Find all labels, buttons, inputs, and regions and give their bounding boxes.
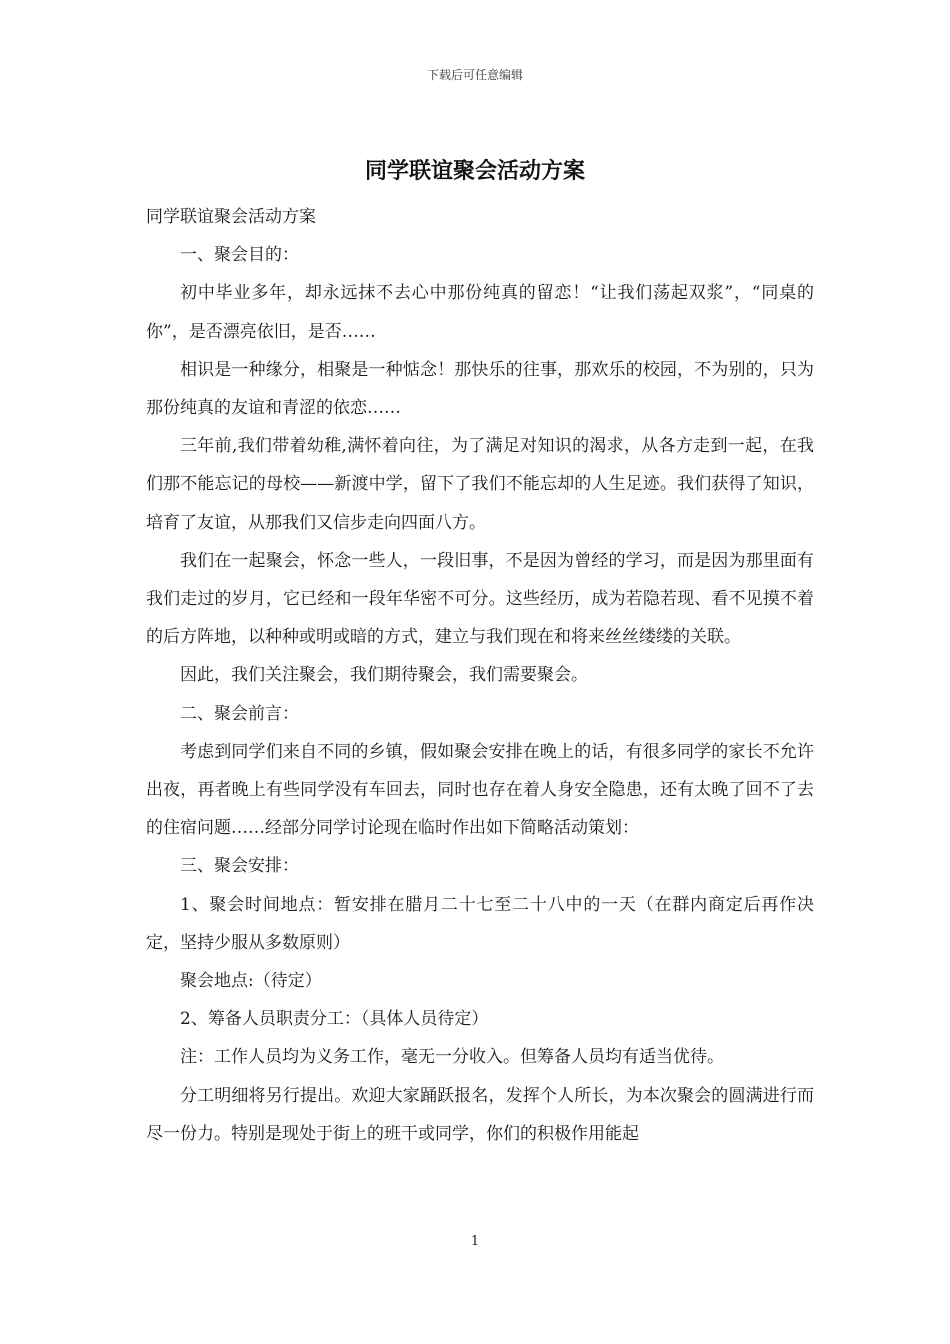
paragraph: 三年前,我们带着幼稚,满怀着向往，为了满足对知识的渴求，从各方走到一起，在我们那不能忘记的母校——新渡中学，留下了我们不能忘却的人生足迹。我们获得了知识，培育了友谊，从那我们又信步走向四面八方。 (146, 436, 814, 533)
document-body (146, 198, 814, 1153)
document-title: 同学联谊聚会活动方案 (364, 158, 585, 184)
section-heading-purpose: 一、聚会目的： (180, 245, 299, 266)
paragraph: 初中毕业多年，却永远抹不去心中那份纯真的留恋！“让我们荡起双浆”，“同桌的你”，是否漂亮依旧，是否…… (146, 283, 814, 342)
page-number: 1 (470, 1234, 480, 1249)
page-header-note: 下载后可任意编辑 (426, 68, 523, 82)
paragraph: 聚会地点:（待定） (180, 971, 322, 992)
paragraph-subtitle: 同学联谊聚会活动方案 (146, 207, 316, 227)
paragraph: 相识是一种缘分，相聚是一种惦念！那快乐的往事，那欢乐的校园，不为别的，只为那份纯真的友谊和青涩的依恋…… (146, 359, 814, 419)
paragraph: 因此，我们关注聚会，我们期待聚会，我们需要聚会。 (180, 665, 588, 686)
section-heading-preface: 二、聚会前言： (180, 703, 299, 724)
paragraph: 考虑到同学们来自不同的乡镇，假如聚会安排在晚上的话，有很多同学的家长不允许出夜，再者晚上有些同学没有车回去，同时也存在着人身安全隐患，还有太晚了回不了去的住宿问题……经部分同学讨论现在临时作出如下简略活动策划： (146, 741, 814, 839)
section-heading-arrangement: 三、聚会安排： (180, 856, 299, 877)
paragraph: 分工明细将另行提出。欢迎大家踊跃报名，发挥个人所长，为本次聚会的圆满进行而尽一份力。特别是现处于街上的班干或同学，你们的积极作用能起 (146, 1085, 814, 1144)
paragraph: 注：工作人员均为义务工作，毫无一分收入。但筹备人员均有适当优待。 (180, 1047, 724, 1068)
paragraph: 1、聚会时间地点：暂安排在腊月二十七至二十八中的一天（在群内商定后再作决定，坚持少服从多数原则） (146, 894, 814, 953)
paragraph: 我们在一起聚会，怀念一些人，一段旧事，不是因为曾经的学习，而是因为那里面有我们走过的岁月，它已经和一段年华密不可分。这些经历，成为若隐若现、看不见摸不着的后方阵地，以种种或明或暗的方式，建立与我们现在和将来丝丝缕缕的关联。 (146, 550, 814, 648)
paragraph: 2、筹备人员职责分工：（具体人员待定） (180, 1009, 489, 1030)
